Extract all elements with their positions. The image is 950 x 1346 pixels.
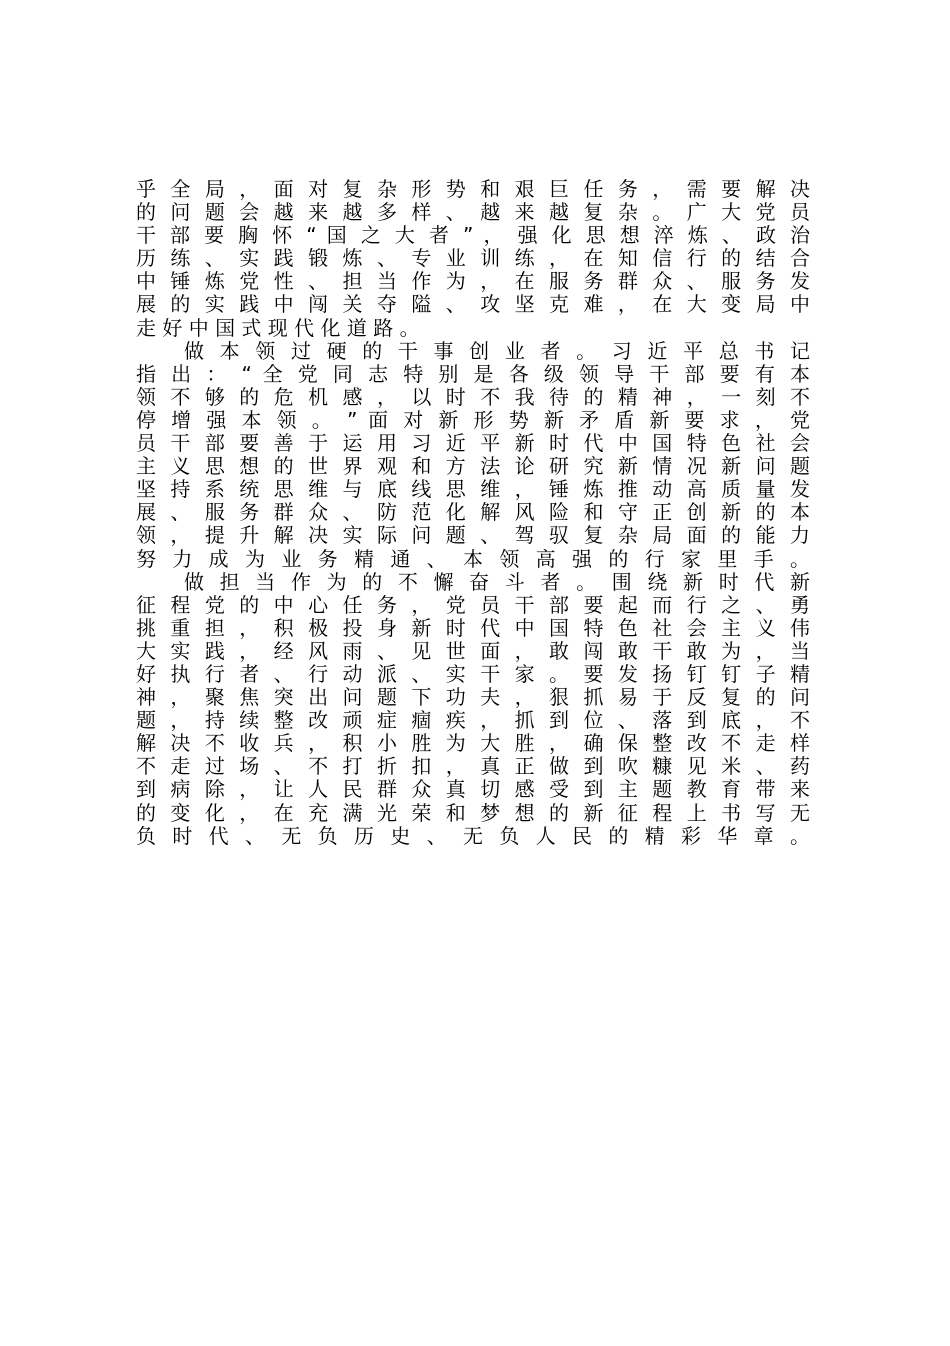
text-line: 乎 全 局 ， 面 对 复 杂 形 势 和 艰 巨 任 务 ， 需 要 解 决	[136, 177, 810, 201]
text-line: 展 、 服 务 群 众 、 防 范 化 解 风 险 和 守 正 创 新 的 本	[136, 500, 810, 525]
text-line: 努 力 成 为 业 务 精 通 、 本 领 高 强 的 行 家 里 手 。	[136, 546, 810, 571]
text-line: 干 部 要 胸 怀 “ 国 之 大 者 ” ， 强 化 思 想 淬 炼 、 政 治	[136, 223, 810, 248]
text-line: 做 本 领 过 硬 的 干 事 创 业 者 。 习 近 平 总 书 记	[184, 338, 810, 363]
text-line: 的 变 化 ， 在 充 满 光 荣 和 梦 想 的 新 征 程 上 书 写 无	[136, 800, 810, 825]
text-line: 领 不 够 的 危 机 感 ， 以 时 不 我 待 的 精 神 ， 一 刻 不	[136, 384, 810, 409]
text-line: 走 好 中 国 式 现 代 化 道 路 。	[136, 315, 420, 340]
body-text	[136, 178, 810, 848]
text-line: 到 病 除 ， 让 人 民 群 众 真 切 感 受 到 主 题 教 育 带 来	[136, 777, 810, 802]
text-line: 停 增 强 本 领 。 ” 面 对 新 形 势 新 矛 盾 新 要 求 ， 党	[136, 407, 810, 432]
text-line: 中 锤 炼 党 性 、 担 当 作 为 ， 在 服 务 群 众 、 服 务 发	[136, 269, 810, 294]
text-line: 主 义 思 想 的 世 界 观 和 方 法 论 研 究 新 情 况 新 问 题	[136, 454, 810, 479]
text-line: 好 执 行 者 、 行 动 派 、 实 干 家 。 要 发 扬 钉 钉 子 精	[136, 661, 810, 686]
text-line: 员 干 部 要 善 于 运 用 习 近 平 新 时 代 中 国 特 色 社 会	[136, 431, 810, 456]
text-line: 展 的 实 践 中 闯 关 夺 隘 、 攻 坚 克 难 ， 在 大 变 局 中	[136, 292, 810, 317]
text-line: 指 出 ： “ 全 党 同 志 特 别 是 各 级 领 导 干 部 要 有 本	[136, 361, 810, 386]
text-line: 做 担 当 作 为 的 不 懈 奋 斗 者 。 围 绕 新 时 代 新	[184, 569, 810, 594]
text-line: 征 程 党 的 中 心 任 务 ， 党 员 干 部 要 起 而 行 之 、 勇	[136, 592, 810, 617]
text-line: 挑 重 担 ， 积 极 投 身 新 时 代 中 国 特 色 社 会 主 义 伟	[136, 615, 810, 640]
text-line: 领 ， 提 升 解 决 实 际 问 题 、 驾 驭 复 杂 局 面 的 能 力	[136, 523, 810, 548]
text-line: 负 时 代 、 无 负 历 史 、 无 负 人 民 的 精 彩 华 章 。	[136, 823, 810, 848]
text-line: 题 ， 持 续 整 改 顽 症 痼 疾 ， 抓 到 位 、 落 到 底 ， 不	[136, 708, 810, 733]
text-line: 不 走 过 场 、 不 打 折 扣 ， 真 正 做 到 吹 糠 见 米 、 药	[136, 754, 810, 779]
text-line: 历 练 、 实 践 锻 炼 、 专 业 训 练 ， 在 知 信 行 的 结 合	[136, 246, 810, 271]
text-line: 坚 持 系 统 思 维 与 底 线 思 维 ， 锤 炼 推 动 高 质 量 发	[136, 477, 810, 502]
text-line: 解 决 不 收 兵 ， 积 小 胜 为 大 胜 ， 确 保 整 改 不 走 样	[136, 731, 810, 756]
text-line: 的 问 题 会 越 来 越 多 样 、 越 来 越 复 杂 。 广 大 党 员	[136, 200, 810, 225]
text-line: 大 实 践 ， 经 风 雨 、 见 世 面 ， 敢 闯 敢 干 敢 为 ， 当	[136, 638, 810, 663]
text-line: 神 ， 聚 焦 突 出 问 题 下 功 夫 ， 狠 抓 易 于 反 复 的 问	[136, 685, 810, 710]
